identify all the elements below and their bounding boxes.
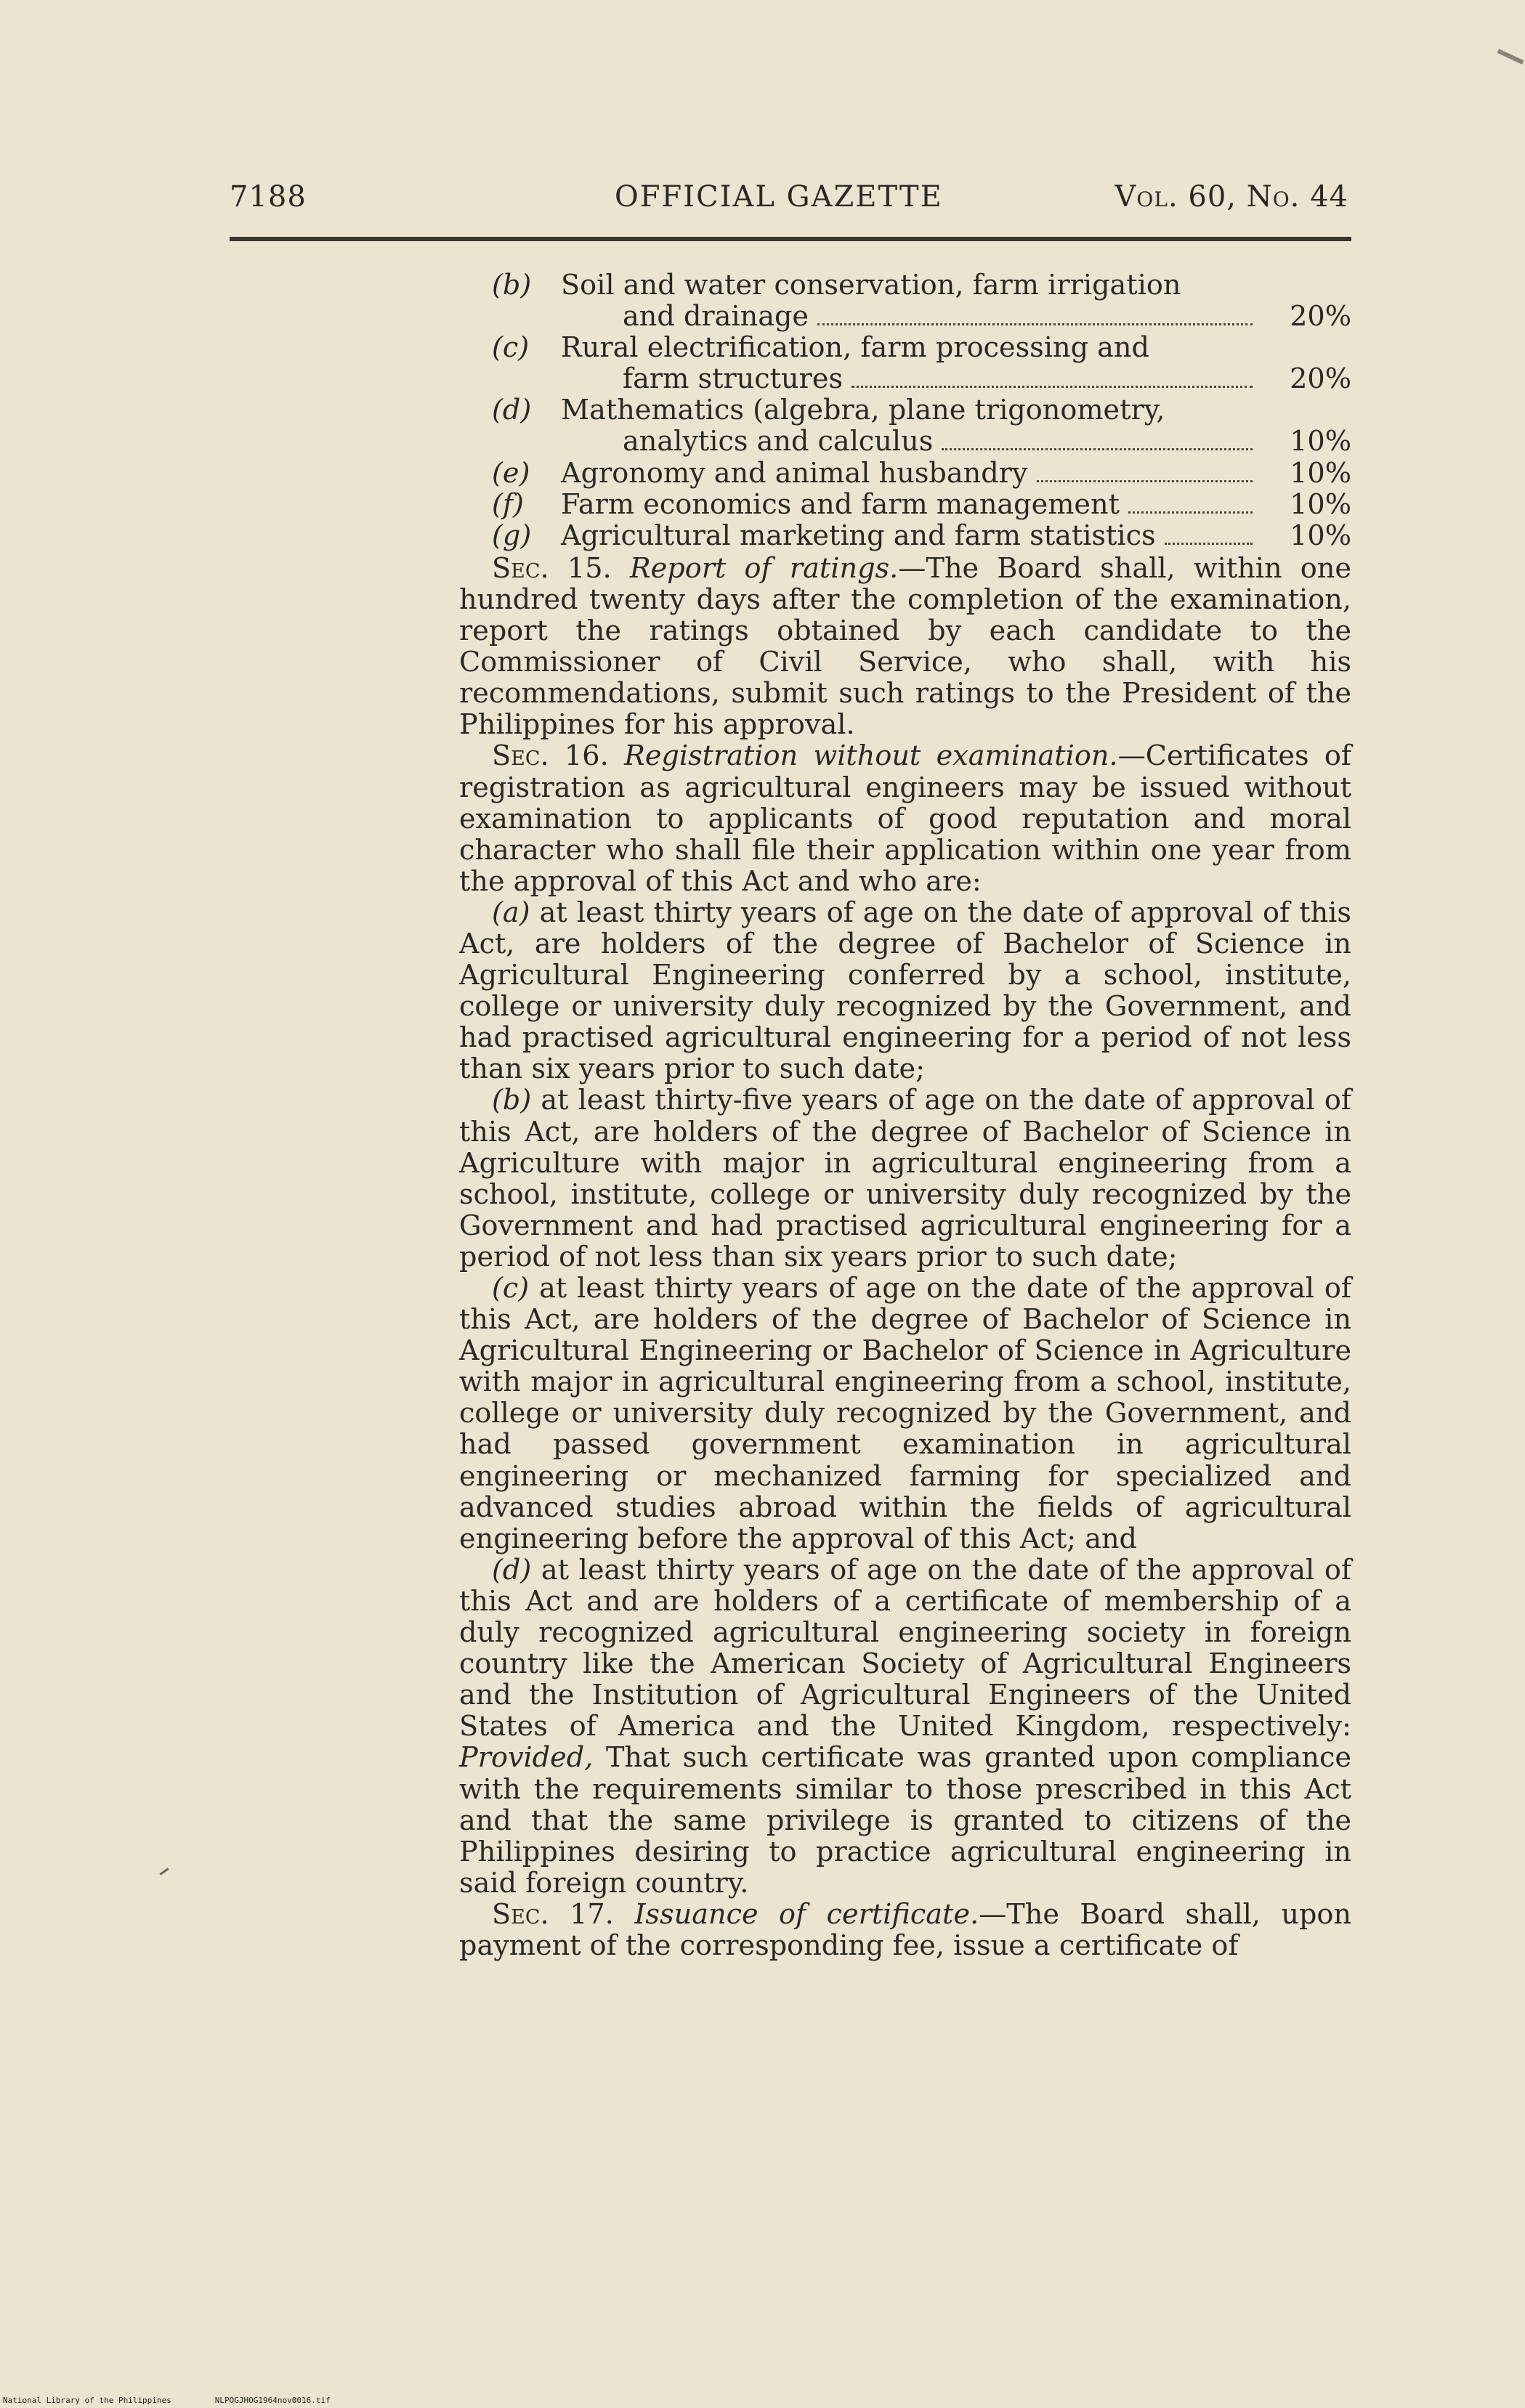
clause-text: at least thirty years of age on the date of approval of this Act, are holders of the degree of Bachelor of Science in Agricultural Engineering conferred by a school, institute, college or university duly recognized by the Government, and had practised agricultural engineering for a period of not less than six years prior to such date; [459,896,1351,1086]
clause-label: (b) [492,1085,532,1117]
item-label: (e) [492,457,530,490]
clause-a [459,898,1351,1086]
page-body [459,270,1351,1962]
item-text [492,521,1257,552]
item-label: (g) [492,519,532,552]
item-percent: 20% [1290,301,1351,333]
dot-leader [1037,480,1253,482]
dot-leader [1128,511,1253,514]
section-heading: Sec. 15. [492,552,612,585]
rating-item [459,521,1351,552]
rating-item [459,490,1351,521]
item-subject: analytics and calculus [623,426,934,458]
item-percent: 10% [1290,426,1351,458]
publication-title: OFFICIAL GAZETTE [615,180,943,214]
clause-text: at least thirty years of age on the date of the approval of this Act, are holders of the degree of Bachelor of Science in Agricultural Engineering or Bachelor of Science in Agriculture with major in agricultural engineering from a school, institute, college or university duly recognized by the Government, and had passed government examination in agricultural engineering or mechanized farming for specialized and advanced studies abroad within the fields of agricultural engineering before the approval of this Act; and [459,1273,1352,1555]
item-text [492,490,1257,521]
rating-item [459,395,1351,458]
item-text: Rural electrification, farm processing and [561,332,1149,365]
running-header [230,180,1348,224]
volume-number: Vol. 60, No. 44 [1115,180,1348,214]
item-label: (d) [492,394,532,427]
item-percent: 10% [1290,519,1351,552]
section-heading: Sec. 17. [492,1898,614,1931]
rating-list [459,270,1351,552]
item-label: (c) [492,332,530,365]
item-text: Soil and water conservation, farm irrigation [561,269,1181,301]
section-15 [459,554,1351,742]
clause-text: at least thirty-five years of age on the date of approval of this Act, are holders of the degree of Bachelor of Science in Agriculture with major in agricultural engineering from a school, institute, college or university duly recognized by the Government and had practised agricultural engineering for a period of not less than six years prior to such date; [459,1085,1351,1273]
clause-c [459,1273,1351,1555]
section-17 [459,1900,1351,1962]
header-rule [230,237,1351,241]
item-subject: Agronomy and animal husbandry [561,457,1028,490]
dot-leader [852,386,1253,388]
item-text: Mathematics (algebra, plane trigonometry, [561,394,1165,427]
section-title: Issuance of certificate. [634,1898,979,1931]
item-text-continued [492,426,1257,458]
clause-text-continued: That such certificate was granted upon compliance with the requirements similar to those prescribed in this Act and that the same privilege is granted to citizens of the Philippines desiring to practice agricultural engineering in said foreign country. [459,1742,1351,1900]
item-percent: 20% [1290,363,1351,396]
item-text [492,458,1257,490]
item-label: (f) [492,488,524,521]
item-subject: farm structures [623,363,844,396]
page-corner-mark [1497,49,1524,64]
section-title: Report of ratings. [629,552,899,585]
clause-label: (a) [492,896,530,929]
clause-b [459,1085,1351,1273]
item-label: (b) [492,269,532,301]
section-body: —The Board shall, within one hundred twenty days after the completion of the examination, report the ratings obtained by each candidate to the Commissioner of Civil Service, who shall, with his recommendations, submit such ratings to the President of the Philippines for his approval. [459,552,1351,742]
item-subject: and drainage [623,301,809,333]
item-subject: Farm economics and farm management [561,488,1120,521]
item-percent: 10% [1290,488,1351,521]
section-body: —Certificates of registration as agricultural engineers may be issued without examination to applicants of good reputation and moral character who shall file their application within one year from the approval of this Act and who are: [459,740,1352,898]
item-subject: Agricultural marketing and farm statistics [561,519,1156,552]
scan-filename: NLPOGJHOG1964nov0016.tif [214,2396,331,2405]
dot-leader [942,448,1253,450]
item-text-continued [492,364,1257,395]
scan-footer [3,2396,331,2405]
clause-label: (c) [492,1273,530,1305]
item-text-continued [492,301,1257,333]
rating-item [459,270,1351,333]
item-percent: 10% [1290,457,1351,490]
provided-keyword: Provided, [459,1742,594,1775]
clause-text: at least thirty years of age on the date of the approval of this Act and are holders of a certificate of membership of a duly recognized agricultural engineering society in foreign country like the American Society of Agricultural Engineers and the Institution of Agricultural Engineers of the United States of America and the United Kingdom, respectively: [459,1554,1351,1743]
paper-speck [159,1868,169,1875]
section-body: —The Board shall, upon payment of the corresponding fee, issue a certificate of [459,1898,1352,1962]
rating-item [459,333,1351,395]
clause-d [459,1555,1351,1900]
clause-label: (d) [492,1554,532,1586]
section-title: Registration without examination. [624,740,1118,773]
dot-leader [1165,543,1253,545]
section-heading: Sec. 16. [492,740,609,773]
library-credit: National Library of the Philippines [3,2396,171,2405]
section-16 [459,741,1351,897]
dot-leader [817,323,1253,325]
page-number: 7188 [230,180,307,214]
rating-item [459,458,1351,490]
